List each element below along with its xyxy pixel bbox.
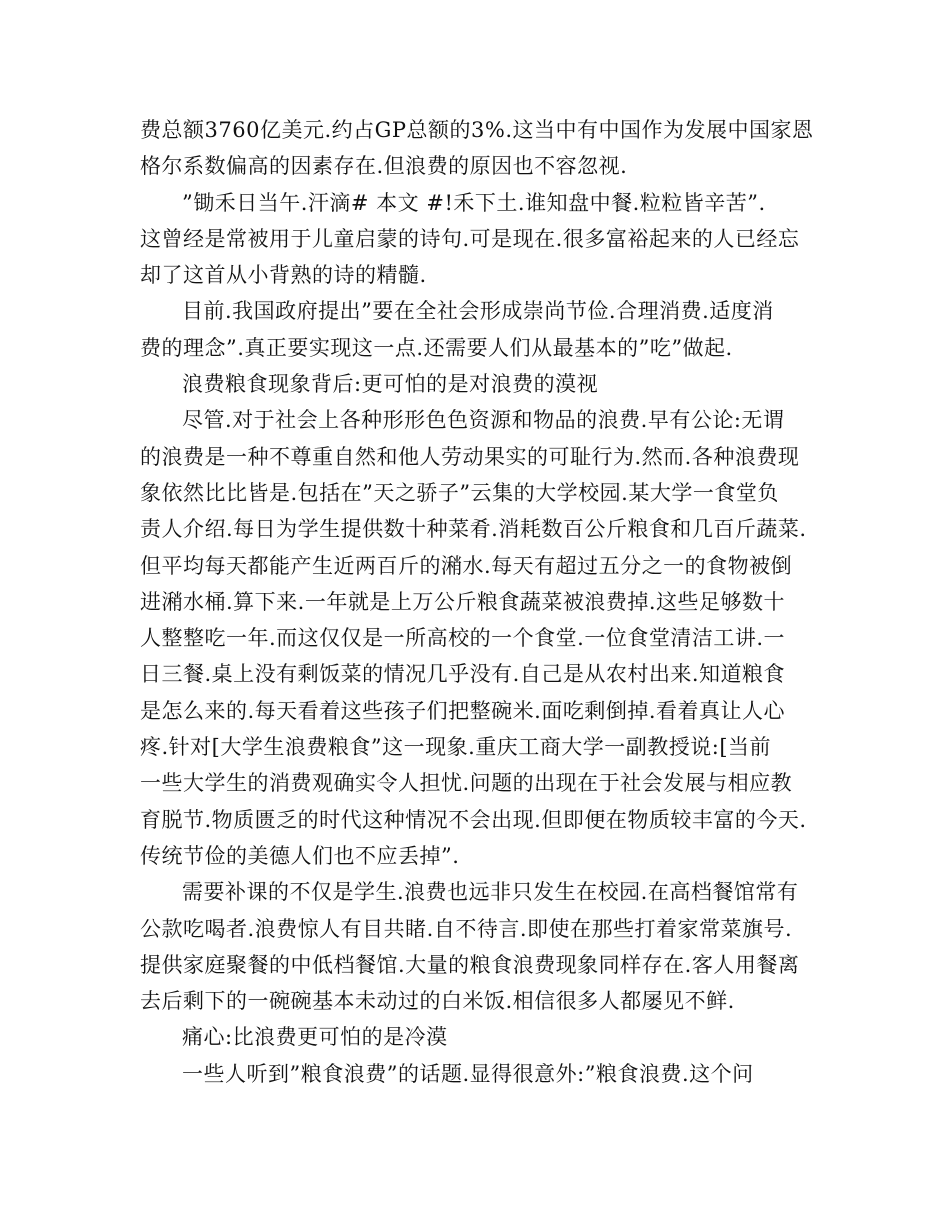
text-line: 责人介绍.每日为学生提供数十种菜肴.消耗数百公斤粮食和几百斤蔬菜. — [140, 517, 807, 542]
text-line: 痛心:比浪费更可怕的是冷漠 — [182, 1025, 448, 1050]
text-line: 需要补课的不仅是学生.浪费也远非只发生在校园.在高档餐馆常有 — [182, 880, 799, 905]
text-line: 一些人听到”粮食浪费”的话题.显得很意外:”粮食浪费.这个问 — [182, 1061, 754, 1086]
text-line: 提供家庭聚餐的中低档餐馆.大量的粮食浪费现象同样存在.客人用餐离 — [140, 952, 800, 977]
text-line: 去后剩下的一碗碗基本未动过的白米饭.相信很多人都屡见不鲜. — [140, 989, 735, 1014]
text-line: 育脱节.物质匮乏的时代这种情况不会出现.但即便在物质较丰富的今天. — [140, 807, 807, 832]
text-line: 费总额3760亿美元.约占GP总额的3%.这当中有中国作为发展中国家恩 — [140, 118, 814, 142]
text-line: ”锄禾日当午.汗滴# 本文 #!禾下土.谁知盘中餐.粒粒皆辛苦”. — [182, 190, 766, 215]
text-line: 一些大学生的消费观确实令人担忧.问题的出现在于社会发展与相应教 — [140, 771, 793, 796]
text-line: 但平均每天都能产生近两百斤的潲水.每天有超过五分之一的食物被倒 — [140, 553, 793, 578]
text-line: 日三餐.桌上没有剩饭菜的情况几乎没有.自己是从农村出来.知道粮食 — [140, 662, 786, 687]
text-line: 象依然比比皆是.包括在”天之骄子”云集的大学校园.某大学一食堂负 — [140, 480, 779, 505]
text-line: 的浪费是一种不尊重自然和他人劳动果实的可耻行为.然而.各种浪费现 — [140, 444, 800, 469]
text-line: 目前.我国政府提出”要在全社会形成崇尚节俭.合理消费.适度消 — [182, 299, 774, 324]
text-line: 费的理念”.真正要实现这一点.还需要人们从最基本的”吃”做起. — [140, 335, 733, 360]
body-text — [140, 112, 820, 1092]
text-line: 这曾经是常被用于儿童启蒙的诗句.可是现在.很多富裕起来的人已经忘 — [140, 226, 800, 251]
text-line: 却了这首从小背熟的诗的精髓. — [140, 263, 427, 288]
text-line: 进潲水桶.算下来.一年就是上万公斤粮食蔬菜被浪费掉.这些足够数十 — [140, 589, 786, 614]
text-line: 疼.针对[大学生浪费粮食”这一现象.重庆工商大学一副教授说:[当前 — [140, 735, 772, 760]
text-line: 公款吃喝者.浪费惊人有目共睹.自不待言.即使在那些打着家常菜旗号. — [140, 916, 793, 941]
text-line: 是怎么来的.每天看着这些孩子们把整碗米.面吃剩倒掉.看着真让人心 — [140, 698, 786, 723]
text-line: 浪费粮食现象背后:更可怕的是对浪费的漠视 — [182, 372, 599, 397]
text-line: 格尔系数偏高的因素存在.但浪费的原因也不容忽视. — [140, 154, 628, 179]
text-line: 尽管.对于社会上各种形形色色资源和物品的浪费.早有公论:无谓 — [182, 408, 785, 433]
text-line: 人整整吃一年.而这仅仅是一所高校的一个食堂.一位食堂清洁工讲.一 — [140, 626, 786, 651]
text-line: 传统节俭的美德人们也不应丢掉”. — [140, 843, 460, 868]
